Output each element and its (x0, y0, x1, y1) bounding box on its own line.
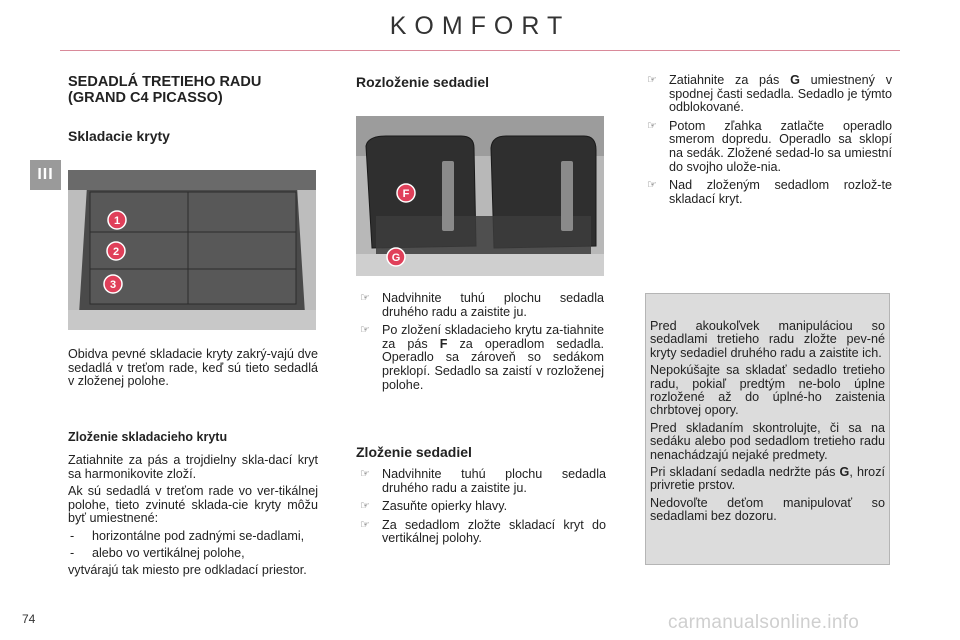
list-item: ☞ Nadvihnite tuhú plochu sedadla druhého radu a zaistite ju. (360, 291, 604, 319)
cargo-area-illustration (68, 170, 316, 330)
pointing-hand-icon: ☞ (360, 324, 370, 337)
fold-cover-list (68, 530, 318, 560)
dash-bullet: - (70, 545, 75, 560)
header-divider (60, 50, 900, 51)
fold-cover-p2: Ak sú sedadlá v treťom rade vo ver-tikálnej polohe, tieto zvinuté sklada-cie kryty môžu byť umiestnené: (68, 484, 318, 526)
section-title-line1: SEDADLÁ TRETIEHO RADU (68, 74, 262, 90)
svg-text:F: F (402, 188, 410, 200)
fold-cover-section (68, 430, 318, 582)
figure-label-f (397, 184, 415, 202)
svg-text:3: 3 (109, 279, 117, 291)
list-item: ☞ Nad zloženým sedadlom rozlož-te skladací kryt. (647, 178, 892, 206)
figure-seats (356, 116, 604, 276)
list-item: - alebo vo vertikálnej polohe, (70, 545, 245, 560)
note-p3: Pred skladaním skontrolujte, či sa na sedáku alebo pod sedadlom tretieho radu nenachádzajú nejaké predmety. (650, 420, 885, 462)
pointing-hand-icon: ☞ (647, 179, 657, 192)
pointing-hand-icon: ☞ (360, 292, 370, 304)
figure-folding-covers (68, 170, 316, 330)
folded-seats-illustration (356, 116, 604, 276)
pointing-hand-icon: ☞ (647, 74, 657, 86)
list-item: ☞ Po zložení skladacieho krytu za-tiahnite za pás F za operadlom sedadla. Operadlo sa zároveň so sedákom preklopí. Sedadlo sa zaistí v rozloženej polohe. (360, 323, 604, 392)
chapter-tab: III (30, 160, 61, 190)
fold-seats-heading: Zloženie sedadiel (356, 444, 472, 460)
pointing-hand-icon: ☞ (360, 468, 370, 480)
list-item: ☞ Nadvihnite tuhú plochu sedadla druhého radu a zaistite ju. (360, 467, 606, 495)
note-p4: Pri skladaní sedadla nedržte pás G, hrozí privretie prstov. (650, 465, 885, 493)
intro-paragraph: Obidva pevné skladacie kryty zakrý-vajú dve sedadlá v treťom rade, keď sú tieto sedadlá v zloženej polohe. (68, 347, 318, 389)
subtitle-folding-covers: Skladacie kryty (68, 128, 170, 144)
figure-label-1 (108, 211, 126, 229)
unfold-seats-heading: Rozloženie sedadiel (356, 74, 490, 90)
list-item: ☞ Zasuňte opierky hlavy. (360, 499, 508, 514)
fold-cover-p1: Zatiahnite za pás a trojdielny skla-dací kryt sa harmonikovite zloží. (68, 453, 318, 481)
svg-text:G: G (391, 252, 401, 264)
unfold-seats-list (358, 292, 604, 392)
subsection-heading (68, 128, 318, 144)
fold-seats-section (356, 444, 606, 551)
unfold-seats-list-block (358, 292, 604, 397)
pointing-hand-icon: ☞ (360, 518, 370, 531)
fold-steps-list (645, 74, 892, 206)
warning-note-box (645, 293, 890, 565)
unfold-seats-heading-block (356, 74, 606, 90)
fold-cover-p3: vytvárajú tak miesto pre odkladací priestor. (68, 563, 307, 578)
figure-label-g (387, 248, 405, 266)
watermark-text: carmanualsonline.info (668, 612, 860, 633)
intro-text-block (68, 348, 318, 393)
col3-list-block (645, 74, 892, 211)
section-title-line2: (GRAND C4 PICASSO) (68, 90, 223, 106)
list-item: - horizontálne pod zadnými se-dadlami, (70, 528, 305, 543)
dash-bullet: - (70, 528, 75, 543)
figure-label-3 (104, 275, 122, 293)
note-p5: Nedovoľte deťom manipulovať so sedadlami bez dozoru. (650, 495, 885, 524)
list-item: ☞ Za sedadlom zložte skladací kryt do vertikálnej polohy. (360, 517, 606, 546)
list-item: ☞ Zatiahnite za pás G umiestnený v spodnej časti sedadla. Sedadlo je týmto odblokované. (647, 73, 892, 115)
pointing-hand-icon: ☞ (360, 500, 370, 513)
figure-label-2 (107, 242, 125, 260)
note-p1: Pred akoukoľvek manipuláciou so sedadlami tretieho radu zložte pev-né kryty sedadiel druhého radu a zaistite ich. (650, 319, 885, 360)
list-item: ☞ Potom zľahka zatlačte operadlo smerom dopredu. Operadlo sa sklopí na sedák. Zložené sedad-lo sa umiestní do svojho ulože-nia. (647, 118, 892, 174)
page-number: 74 (22, 612, 36, 626)
fold-seats-list (358, 468, 606, 546)
note-p2: Nepokúšajte sa skladať sedadlo tretieho radu, pokiaľ predtým ne-bolo úplne rozložené až do úplné-ho zaistenia chrbtovej opory. (650, 363, 885, 418)
pointing-hand-icon: ☞ (647, 119, 657, 132)
page-title: KOMFORT (389, 12, 571, 40)
svg-text:2: 2 (112, 246, 120, 258)
fold-cover-heading: Zloženie skladacieho krytu (68, 430, 228, 444)
section-heading (68, 74, 318, 106)
svg-text:1: 1 (113, 215, 121, 227)
